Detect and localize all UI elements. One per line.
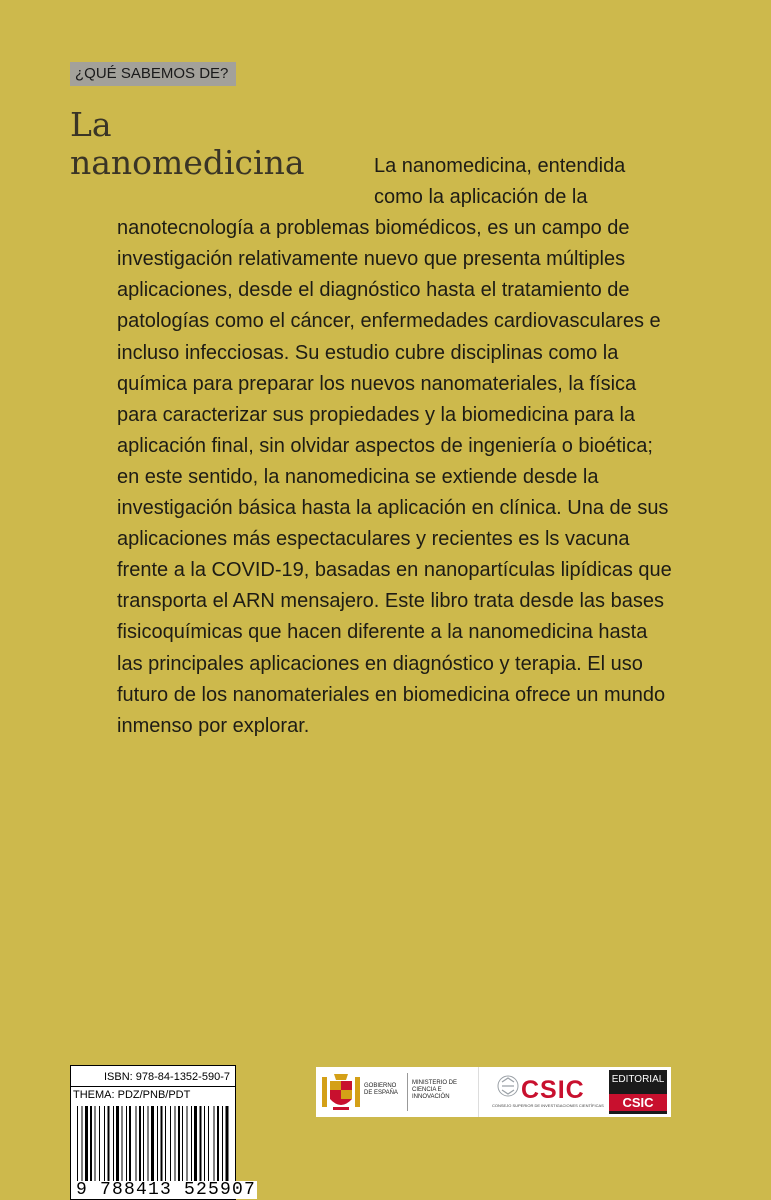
back-cover-blurb <box>117 151 672 742</box>
publisher-logo-strip <box>316 1067 671 1117</box>
csic-emblem-icon <box>496 1073 520 1103</box>
government-text: GOBIERNO DE ESPAÑA <box>364 1083 398 1096</box>
book-title-line-1: La <box>70 105 112 144</box>
barcode-bars <box>71 1104 235 1190</box>
blurb-text: La nanomedicina, entendida como la aplicación de la nanotecnología a problemas biomédicos, es un campo de investigación relativamente nuevo que presenta múltiples aplicaciones, desde el diagnóstico hasta el tratamiento de patologías como el cáncer, enfermedades cardiovasculares e incluso infecciosas. Su estudio cubre disciplinas como la química para preparar los nuevos nanomateriales, la física para caracterizar sus propiedades y la biomedicina para la aplicación final, sin olvidar aspectos de ingeniería o bioética; en este sentido, la nanomedicina se extiende desde la investigación básica hasta la aplicación en clínica. Una de sus aplicaciones más espectaculares y recientes es ls vacuna frente a la COVID-19, basadas en nanopartículas lipídicas que transporta el ARN mensajero. Este libro trata desde las bases fisicoquímicas que hacen diferente a la nanomedicina hasta las principales aplicaciones en diagnóstico y terapia. El uso futuro de los nanomateriales en biomedicina ofrece un mundo inmenso por explorar. <box>117 155 672 737</box>
isbn-label: ISBN: 978-84-1352-590-7 <box>104 1071 230 1083</box>
editorial-label: EDITORIAL <box>611 1074 665 1085</box>
coat-of-arms-icon <box>322 1071 360 1113</box>
ministry-text: MINISTERIO DE CIENCIA E INNOVACIÓN <box>412 1080 458 1100</box>
barcode-digits: 9 788413 525907 <box>76 1180 257 1200</box>
government-separator <box>407 1073 408 1111</box>
csic-subtitle: CONSEJO SUPERIOR DE INVESTIGACIONES CIENTÍFICAS <box>492 1103 604 1108</box>
editorial-csic-label: CSIC <box>609 1094 667 1111</box>
isbn-barcode-box <box>70 1065 257 1200</box>
barcode-divider <box>71 1086 235 1087</box>
book-title-line-2: nanomedicina <box>70 143 305 182</box>
thema-label: THEMA: PDZ/PNB/PDT <box>73 1089 191 1101</box>
series-tag: ¿QUÉ SABEMOS DE? <box>70 62 236 86</box>
editorial-csic-logo <box>609 1070 667 1114</box>
csic-wordmark: CSIC <box>521 1076 585 1104</box>
